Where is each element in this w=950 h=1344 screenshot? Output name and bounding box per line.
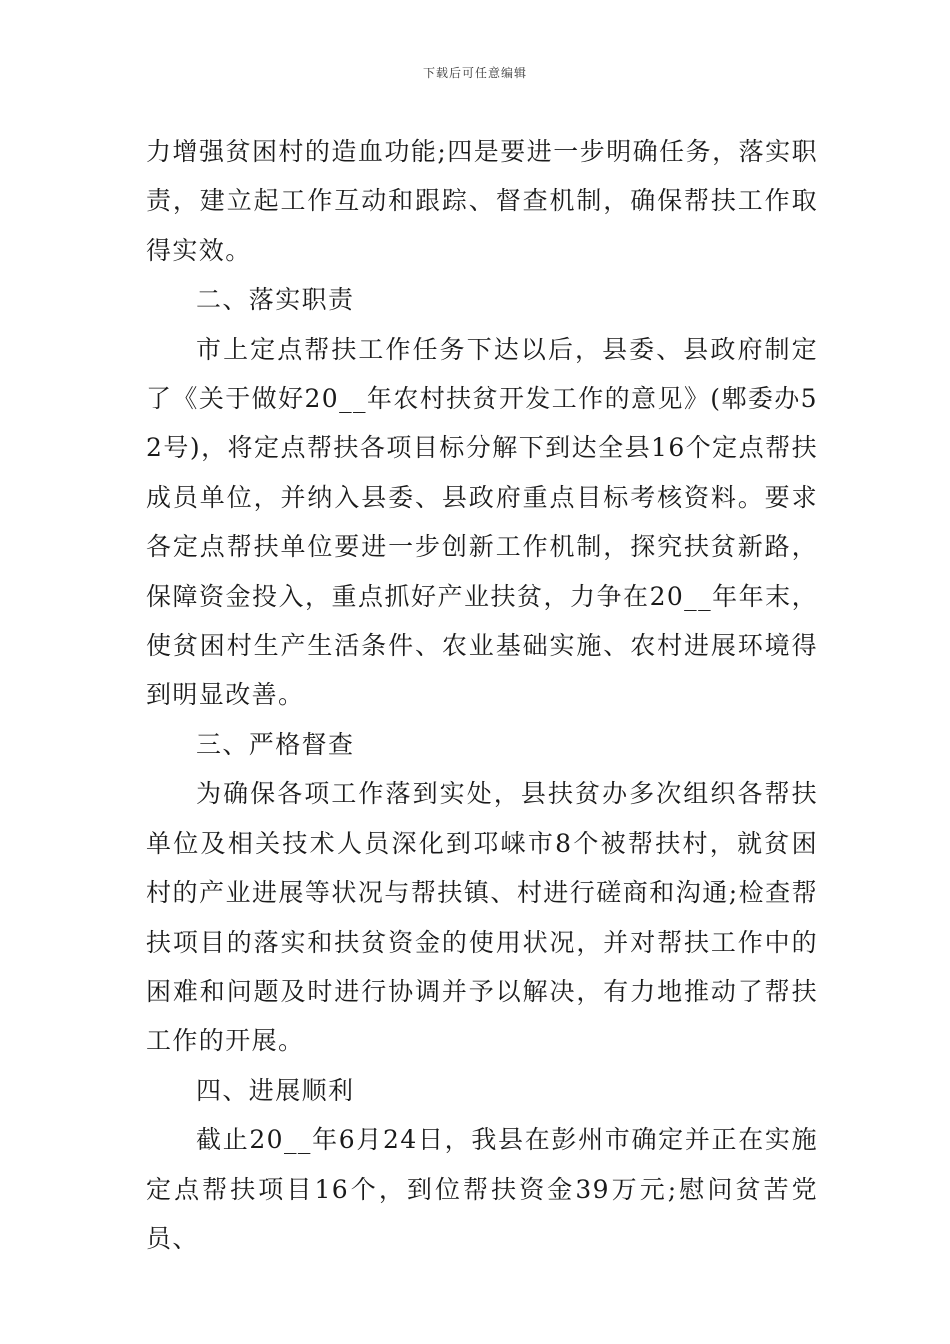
- section-heading-4: 四、进展顺利: [196, 1075, 355, 1105]
- section-heading-2: 二、落实职责: [196, 285, 355, 315]
- paragraph-section-3: 为确保各项工作落到实处，县扶贫办多次组织各帮扶单位及相关技术人员深化到邛崃市8个被帮扶村，就贫困村的产业进展等状况与帮扶镇、村进行磋商和沟通;检查帮扶项目的落实和扶贫资金的使用状况，并对帮扶工作中的困难和问题及时进行协调并予以解决，有力地推动了帮扶工作的开展。: [146, 779, 818, 1056]
- section-heading-3: 三、严格督查: [196, 729, 355, 759]
- paragraph-section-2: 市上定点帮扶工作任务下达以后，县委、县政府制定了《关于做好20__年农村扶贫开发工作的意见》(郫委办52号)，将定点帮扶各项目标分解下到达全县16个定点帮扶成员单位，并纳入县委、县政府重点目标考核资料。要求各定点帮扶单位要进一步创新工作机制，探究扶贫新路，保障资金投入，重点抓好产业扶贫，力争在20__年年末，使贫困村生产生活条件、农业基础实施、农村进展环境得到明显改善。: [146, 334, 818, 710]
- document-body: [146, 127, 818, 1263]
- paragraph-continued: 力增强贫困村的造血功能;四是要进一步明确任务，落实职责，建立起工作互动和跟踪、督查机制，确保帮扶工作取得实效。: [146, 137, 818, 265]
- page-header-note: 下载后可任意编辑: [422, 66, 527, 80]
- paragraph-section-4: 截止20__年6月24日，我县在彭州市确定并正在实施定点帮扶项目16个，到位帮扶资金39万元;慰问贫苦党员、: [146, 1125, 818, 1253]
